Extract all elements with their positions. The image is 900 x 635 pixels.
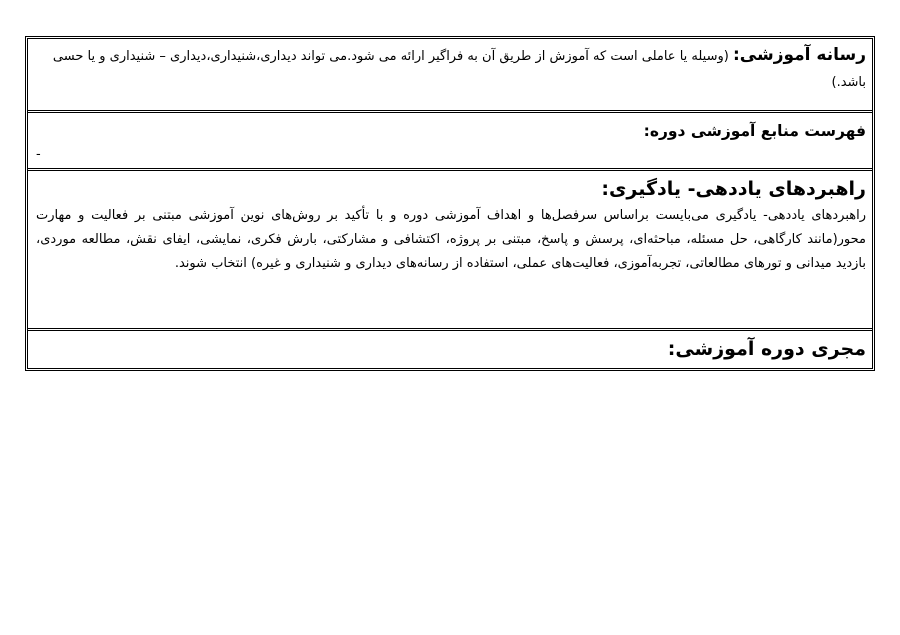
teaching-strategies-description: راهبردهای یاددهی- یادگیری می‌بایست براساس سرفصل‌ها و اهداف آموزشی دوره و با تأکید بر روش‌های نوین آموزشی مبتنی بر فعالیت و مهارت محور(مانند کارگاهی، حل مسئله، مباحثه‌ای، پرسش و پاسخ، مبتنی بر پروژه، اکتشافی و مشارکتی، بارش فکری، نمایشی، ایفای نقش، مطالعه موردی، بازدید میدانی و تورهای مطالعاتی، تجربه‌آموزی، فعالیت‌های عملی، استفاده از رسانه‌های دیداری و شنیداری و غیره) انتخاب شوند. <box>36 208 866 271</box>
educational-media-row <box>28 39 872 113</box>
educational-media-title: رسانه آموزشی: <box>732 45 866 65</box>
course-resources-value: - <box>36 147 41 162</box>
teaching-strategies-title: راهبردهای یاددهی- یادگیری: <box>601 178 866 200</box>
course-resources-row <box>28 113 872 171</box>
teaching-strategies-row <box>28 171 872 331</box>
educational-media-content <box>36 42 866 96</box>
course-instructor-row <box>28 331 872 368</box>
educational-media-description: (وسیله یا عاملی است که آموزش از طریق آن به فراگیر ارائه می شود.می تواند دیداری،شنیداری،دیداری – شنیداری و یا حسی باشد.) <box>52 49 866 90</box>
course-resources-title: فهرست منابع آموزشی دوره: <box>643 122 866 140</box>
course-info-table <box>25 36 875 371</box>
course-instructor-title: مجری دوره آموزشی: <box>667 338 866 360</box>
